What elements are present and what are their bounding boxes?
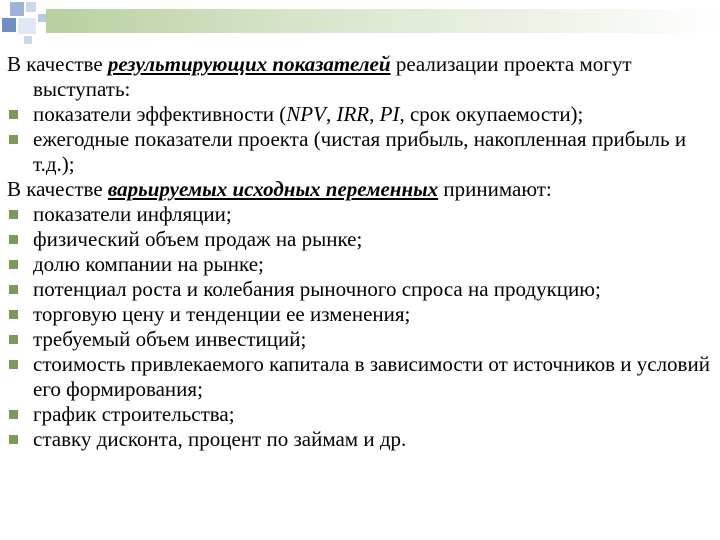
square-bullet-icon (9, 110, 18, 119)
term-results: результирующих показателей (107, 52, 391, 76)
list-item: график строительства; (7, 402, 713, 427)
list-item: торговую цену и тенденции ее изменения; (7, 302, 713, 327)
list-item: долю компании на рынке; (7, 252, 713, 277)
decorative-squares-icon (0, 0, 60, 46)
square-bullet-icon (9, 310, 18, 319)
square-bullet-icon (9, 410, 18, 419)
square-bullet-icon (9, 210, 18, 219)
square-bullet-icon (9, 335, 18, 344)
intro-variables: В качестве варьируемых исходных переменных принимают: (7, 177, 552, 201)
list-item: потенциал роста и колебания рыночного спроса на продукцию; (7, 277, 713, 302)
square-bullet-icon (9, 285, 18, 294)
term-variables: варьируемых исходных переменных (107, 177, 439, 201)
list-item: требуемый объем инвестиций; (7, 327, 713, 352)
list-item: ежегодные показатели проекта (чистая прибыль, накопленная прибыль и т.д.); (7, 127, 713, 177)
list-item: стоимость привлекаемого капитала в зависимости от источников и условий его формирования; (7, 352, 713, 402)
square-bullet-icon (9, 135, 18, 144)
list-item: показатели инфляции; (7, 202, 713, 227)
intro-results: В качестве результирующих показателей реализации проекта могут выступать: (7, 52, 632, 101)
square-bullet-icon (9, 360, 18, 369)
list-item: физический объем продаж на рынке; (7, 227, 713, 252)
header-bar (46, 9, 720, 33)
square-bullet-icon (9, 435, 18, 444)
list-item: показатели эффективности (NPV, IRR, PI, срок окупаемости); (7, 102, 713, 127)
square-bullet-icon (9, 235, 18, 244)
list-item: ставку дисконта, процент по займам и др. (7, 427, 713, 452)
slide-content (7, 52, 713, 452)
square-bullet-icon (9, 260, 18, 269)
